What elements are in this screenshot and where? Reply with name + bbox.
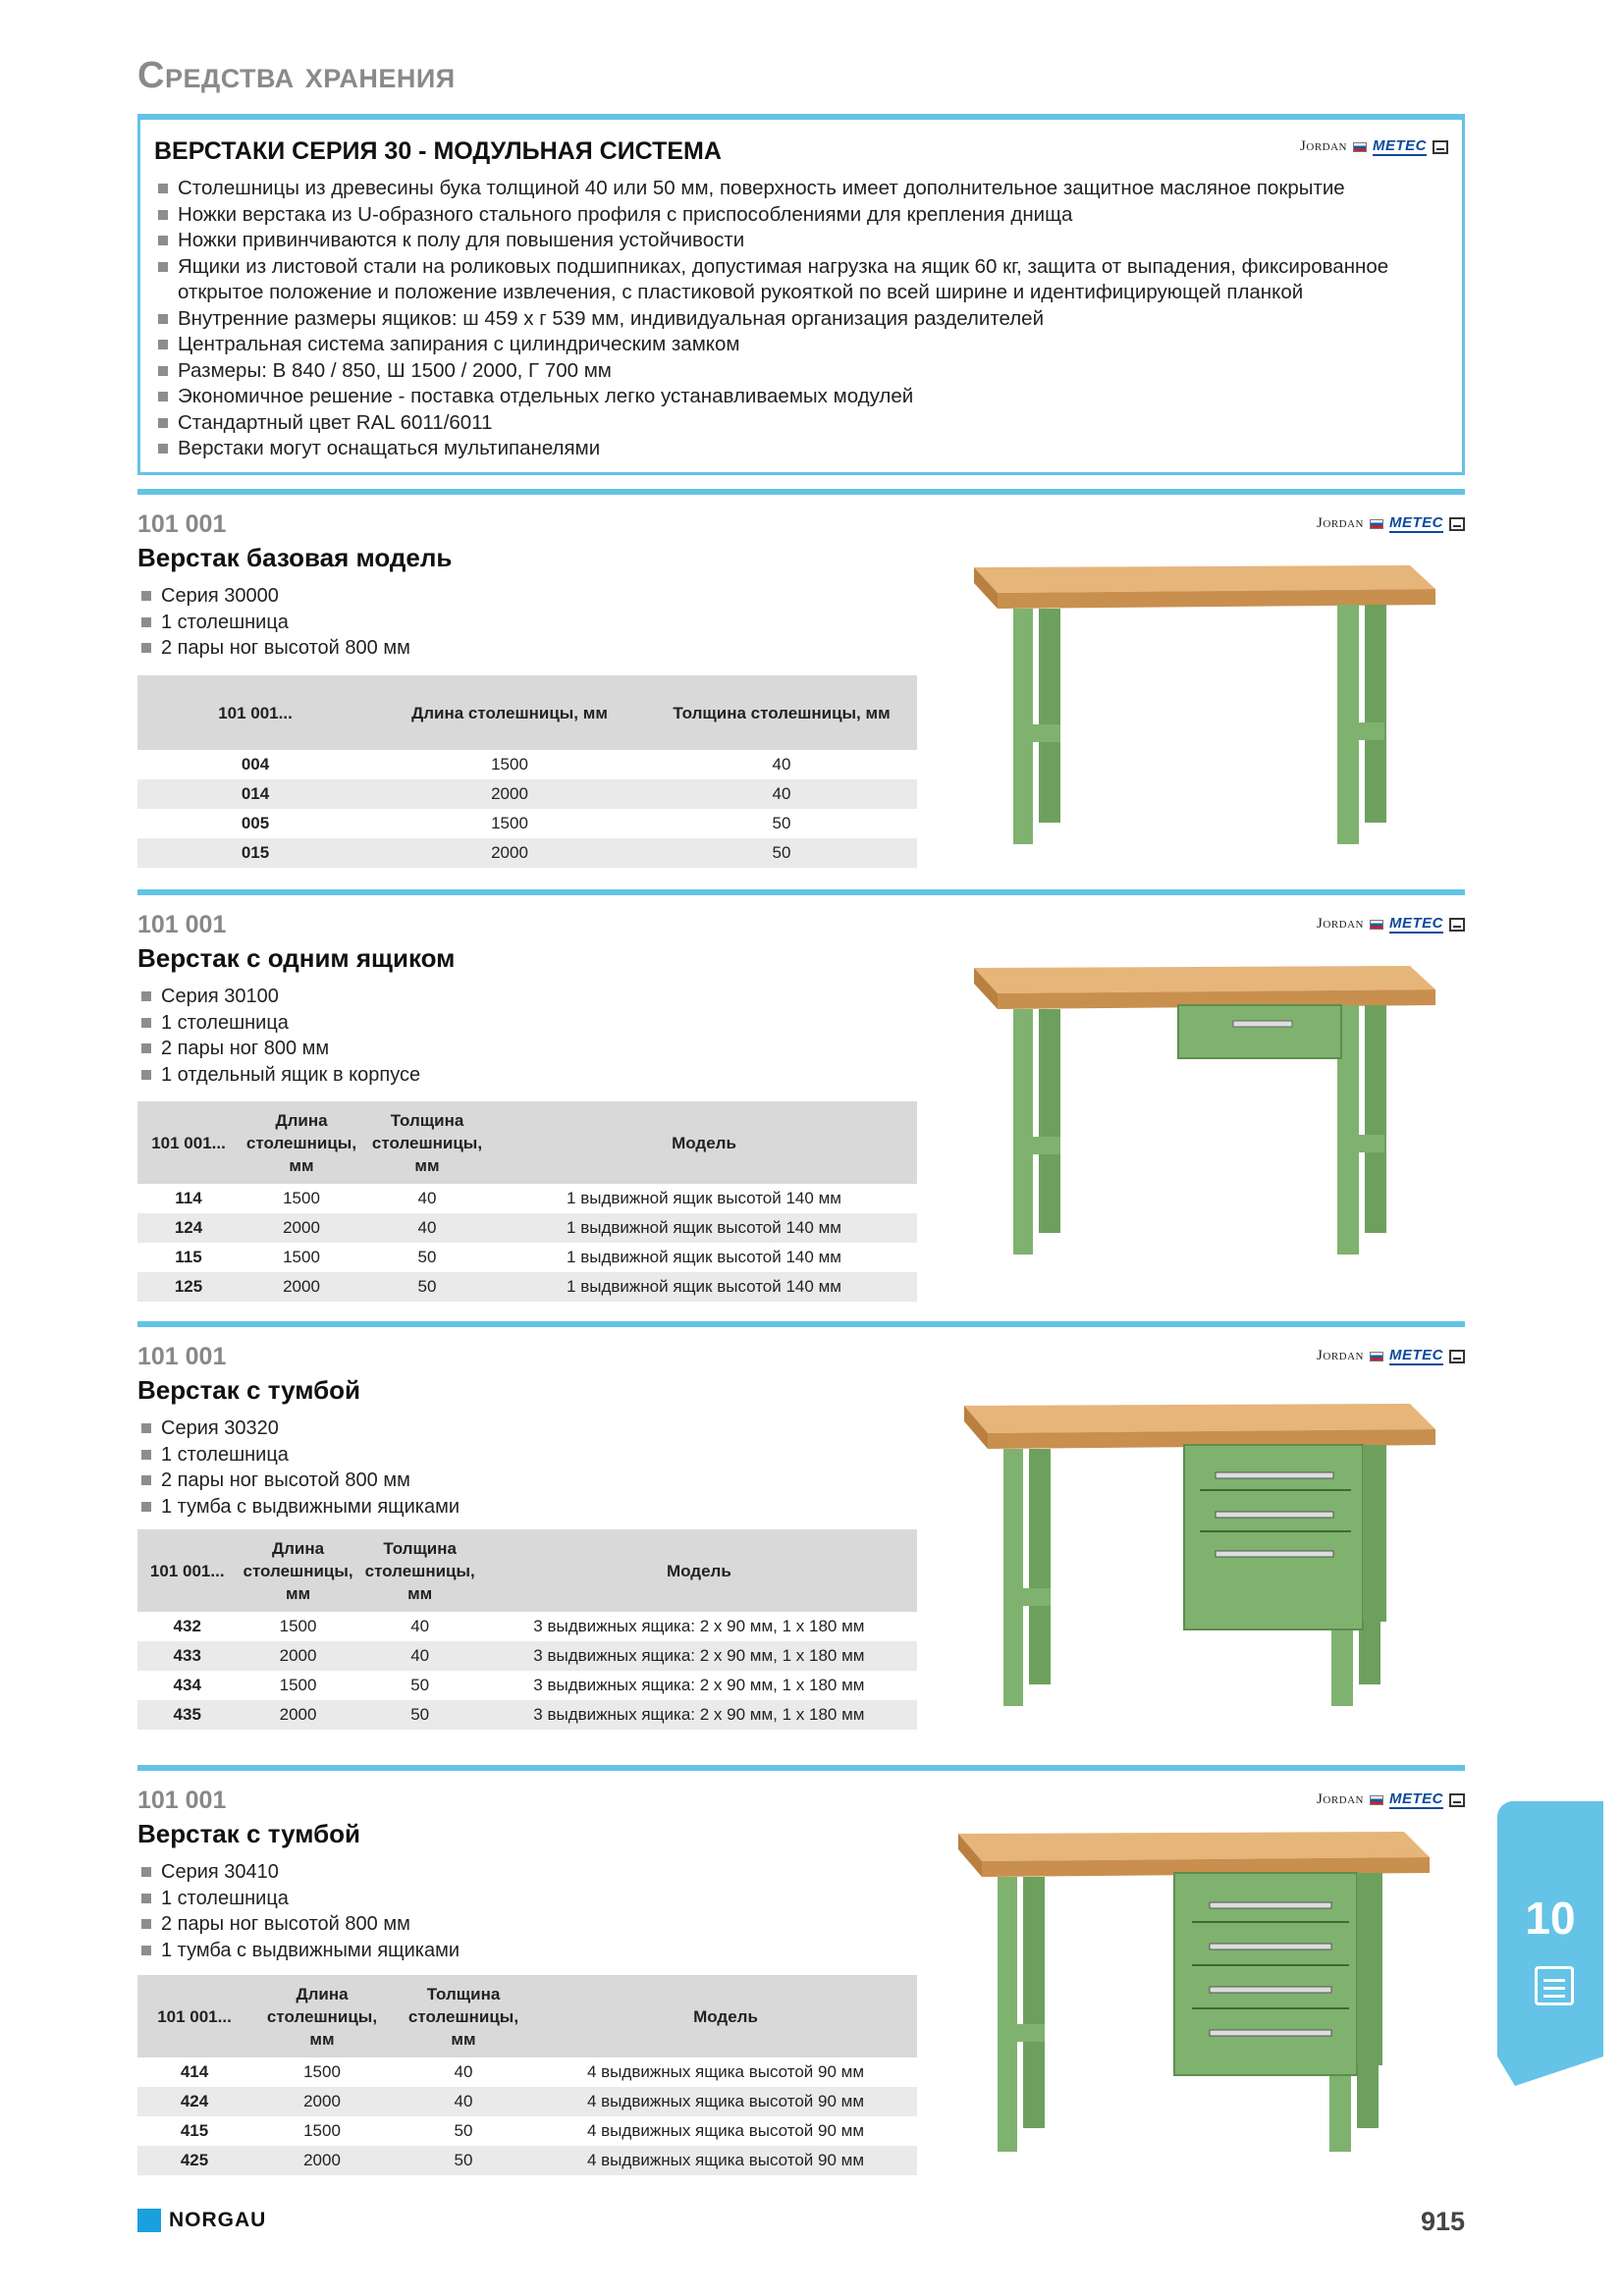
table-cell: 40 [359, 1641, 481, 1671]
chapter-number: 10 [1525, 1893, 1576, 1944]
table-row [137, 838, 917, 868]
product-name: Верстак с тумбой [137, 1375, 361, 1405]
product-bullet: Серия 30410 [137, 1859, 1465, 1886]
flag-icon [1370, 920, 1383, 930]
section-separator [137, 1765, 1465, 1771]
table-header: 101 001... [137, 1975, 251, 2057]
table-cell: 434 [173, 1676, 201, 1694]
catalog-icon [1449, 517, 1465, 531]
workbench-icon [968, 950, 1459, 1274]
table-cell: 432 [173, 1617, 201, 1635]
brand-logos [1317, 514, 1465, 533]
product-code: 101 001 [137, 1343, 227, 1370]
table-cell: 415 [180, 2121, 209, 2140]
product-bullet: 1 столешница [137, 1010, 1465, 1037]
product-name: Верстак базовая модель [137, 543, 453, 572]
table-cell: 1500 [279, 1676, 317, 1694]
product-bullet: Серия 30000 [137, 583, 1465, 610]
table-cell: 50 [646, 838, 917, 868]
table-cell: 433 [137, 1641, 237, 1671]
intro-box [137, 114, 1465, 475]
table-row [137, 2116, 917, 2146]
table-cell: 40 [410, 1617, 430, 1635]
table-header: Длина столешницы, мм [240, 1101, 363, 1184]
table-header: Модель [534, 1975, 917, 2057]
footer-logo [137, 2209, 266, 2232]
table-cell: 50 [393, 2146, 534, 2175]
table-cell: 435 [137, 1700, 237, 1730]
table-cell: 1 выдвижной ящик высотой 140 мм [491, 1272, 917, 1302]
product-bullet: 2 пары ног высотой 800 мм [137, 1911, 1465, 1938]
table-row [137, 750, 917, 779]
table-row [137, 1213, 917, 1243]
table-row [137, 1272, 917, 1302]
metec-logo-icon: METEC [1389, 1790, 1443, 1807]
table-cell: 2000 [237, 1700, 358, 1730]
table-header: Длина столешницы, мм [251, 1975, 393, 2057]
table-cell: 1 выдвижной ящик высотой 140 мм [567, 1248, 841, 1266]
table-header: 101 001... [137, 1101, 240, 1184]
flag-icon [1370, 519, 1383, 529]
table-cell: 005 [241, 814, 270, 832]
catalog-icon [1449, 1793, 1465, 1807]
table-header: Длина столешницы, мм [237, 1529, 358, 1612]
intro-bullet: Центральная система запирания с цилиндрическим замком [154, 332, 1442, 358]
intro-bullet: Ножки верстака из U-образного стального профиля с приспособлениями для крепления днища [154, 202, 1442, 229]
intro-bullet: Верстаки могут оснащаться мультипанелями [154, 436, 1442, 462]
table-header: Толщина столешницы, мм [646, 675, 917, 750]
table-cell: 4 выдвижных ящика высотой 90 мм [534, 2146, 917, 2175]
table-row [137, 1641, 917, 1671]
product-code: 101 001 [137, 911, 227, 938]
catalog-icon [1449, 1350, 1465, 1363]
footer-brand: NORGAU [169, 2209, 267, 2231]
workbench-icon [958, 1402, 1459, 1735]
flag-icon [1370, 1795, 1383, 1805]
table-cell: 1500 [283, 1189, 320, 1207]
norgau-logo-icon [137, 2209, 161, 2232]
table-cell: 125 [137, 1272, 240, 1302]
table-row [137, 2057, 917, 2087]
section-separator [137, 889, 1465, 895]
jordan-logo-icon: Jordan [1317, 515, 1364, 531]
table-cell: 2000 [373, 779, 646, 809]
metec-logo-icon: METEC [1389, 915, 1443, 932]
table-cell: 004 [241, 755, 270, 774]
table-cell: 4 выдвижных ящика высотой 90 мм [586, 2062, 865, 2081]
workbench-icon [952, 1828, 1453, 2171]
table-row [137, 779, 917, 809]
jordan-logo-icon: Jordan [1300, 138, 1347, 154]
page-title: Средства хранения [137, 55, 456, 96]
intro-bullet: Экономичное решение - поставка отдельных легко устанавливаемых модулей [154, 384, 1442, 410]
table-header: Модель [491, 1101, 917, 1184]
table-cell: 50 [410, 1676, 430, 1694]
table-cell: 4 выдвижных ящика высотой 90 мм [586, 2121, 865, 2140]
table-cell: 1500 [491, 755, 528, 774]
metec-logo-icon: METEC [1373, 137, 1427, 154]
intro-bullet: Ножки привинчиваются к полу для повышения устойчивости [154, 228, 1442, 254]
product-code: 101 001 [137, 1787, 227, 1814]
product-section [137, 1343, 1465, 1755]
brand-logos [1317, 1790, 1465, 1809]
intro-bullets [154, 176, 1442, 462]
table-row [137, 1243, 917, 1272]
table-cell: 40 [393, 2087, 534, 2116]
table-cell: 4 выдвижных ящика высотой 90 мм [534, 2087, 917, 2116]
catalog-icon [1449, 918, 1465, 932]
table-cell: 3 выдвижных ящика: 2 х 90 мм, 1 х 180 мм [533, 1676, 865, 1694]
table-cell: 50 [363, 1272, 491, 1302]
product-section [137, 911, 1465, 1304]
table-row [137, 2087, 917, 2116]
table-cell: 50 [454, 2121, 473, 2140]
table-cell: 1 выдвижной ящик высотой 140 мм [491, 1213, 917, 1243]
table-cell: 2000 [251, 2087, 393, 2116]
table-cell: 425 [137, 2146, 251, 2175]
product-name: Верстак с тумбой [137, 1819, 361, 1848]
catalog-icon [1535, 1966, 1574, 2005]
product-bullet: 1 столешница [137, 1886, 1465, 1912]
product-bullet: 1 тумба с выдвижными ящиками [137, 1938, 1465, 1964]
table-cell: 2000 [373, 838, 646, 868]
table-cell: 2000 [240, 1272, 363, 1302]
metec-logo-icon: METEC [1389, 514, 1443, 531]
product-bullet: 2 пары ног высотой 800 мм [137, 1468, 1465, 1494]
table-cell: 414 [180, 2062, 209, 2081]
page-number: 915 [1420, 2207, 1465, 2236]
table-cell: 3 выдвижных ящика: 2 х 90 мм, 1 х 180 мм [481, 1641, 917, 1671]
spec-table [137, 675, 917, 868]
table-cell: 3 выдвижных ящика: 2 х 90 мм, 1 х 180 мм [533, 1617, 865, 1635]
product-bullet: 1 столешница [137, 1442, 1465, 1468]
table-cell: 50 [359, 1700, 481, 1730]
table-cell: 1500 [303, 2121, 341, 2140]
intro-bullet: Ящики из листовой стали на роликовых подшипниках, допустимая нагрузка на ящик 60 кг, защита от выпадения, фиксированное открытое положение и положение извлечения, с пластиковой рукояткой по всей ширине и идентифицирующей планкой [154, 254, 1442, 306]
flag-icon [1353, 142, 1367, 152]
table-cell: 50 [417, 1248, 437, 1266]
table-row [137, 1700, 917, 1730]
jordan-logo-icon: Jordan [1317, 916, 1364, 932]
spec-table [137, 1101, 917, 1302]
table-cell: 3 выдвижных ящика: 2 х 90 мм, 1 х 180 мм [481, 1700, 917, 1730]
jordan-logo-icon: Jordan [1317, 1791, 1364, 1807]
table-header: 101 001... [137, 1529, 237, 1612]
intro-bullet: Стандартный цвет RAL 6011/6011 [154, 410, 1442, 437]
table-cell: 115 [175, 1248, 202, 1266]
product-bullet: 1 столешница [137, 610, 1465, 636]
table-cell: 1500 [279, 1617, 317, 1635]
table-cell: 014 [137, 779, 373, 809]
table-cell: 40 [772, 755, 791, 774]
table-cell: 114 [175, 1189, 202, 1207]
table-row [137, 1612, 917, 1641]
table-header: 101 001... [137, 675, 373, 750]
intro-bullet: Столешницы из древесины бука толщиной 40 или 50 мм, поверхность имеет дополнительное защитное масляное покрытие [154, 176, 1442, 202]
table-header: Длина столешницы, мм [373, 675, 646, 750]
table-header: Толщина столешницы, мм [359, 1529, 481, 1612]
flag-icon [1370, 1352, 1383, 1362]
spec-table [137, 1975, 917, 2175]
table-header: Модель [481, 1529, 917, 1612]
metec-logo-icon: METEC [1389, 1347, 1443, 1363]
product-code: 101 001 [137, 510, 227, 538]
table-row [137, 1671, 917, 1700]
table-cell: 424 [137, 2087, 251, 2116]
product-section [137, 510, 1465, 874]
table-cell: 124 [137, 1213, 240, 1243]
table-row [137, 809, 917, 838]
table-cell: 40 [363, 1213, 491, 1243]
intro-bullet: Внутренние размеры ящиков: ш 459 x г 539 мм, индивидуальная организация разделителей [154, 306, 1442, 333]
jordan-logo-icon: Jordan [1317, 1348, 1364, 1363]
section-separator [137, 1321, 1465, 1327]
table-cell: 2000 [251, 2146, 393, 2175]
table-cell: 40 [417, 1189, 437, 1207]
product-bullet: 2 пары ног высотой 800 мм [137, 635, 1465, 662]
table-cell: 40 [454, 2062, 473, 2081]
table-cell: 1 выдвижной ящик высотой 140 мм [567, 1189, 841, 1207]
table-cell: 1500 [491, 814, 528, 832]
chapter-tab [1497, 1801, 1603, 2056]
workbench-icon [968, 550, 1459, 854]
intro-title: ВЕРСТАКИ СЕРИЯ 30 - МОДУЛЬНАЯ СИСТЕМА [154, 137, 722, 165]
product-section [137, 1787, 1465, 2199]
section-separator [137, 489, 1465, 495]
brand-logos [1317, 915, 1465, 934]
table-cell: 1500 [283, 1248, 320, 1266]
brand-logos [1317, 1347, 1465, 1365]
table-header: Толщина столешницы, мм [393, 1975, 534, 2057]
intro-bullet: Размеры: В 840 / 850, Ш 1500 / 2000, Г 700 мм [154, 358, 1442, 385]
spec-table [137, 1529, 917, 1730]
table-cell: 2000 [240, 1213, 363, 1243]
table-cell: 50 [772, 814, 791, 832]
catalog-icon [1433, 140, 1448, 154]
product-bullet: 2 пары ног 800 мм [137, 1036, 1465, 1062]
table-row [137, 2146, 917, 2175]
product-bullet: Серия 30100 [137, 984, 1465, 1010]
product-bullet: 1 отдельный ящик в корпусе [137, 1062, 1465, 1089]
table-row [137, 1184, 917, 1213]
table-cell: 015 [137, 838, 373, 868]
table-header: Толщина столешницы, мм [363, 1101, 491, 1184]
brand-logos [1300, 137, 1448, 156]
table-cell: 40 [646, 779, 917, 809]
product-name: Верстак с одним ящиком [137, 943, 456, 973]
product-bullet: 1 тумба с выдвижными ящиками [137, 1494, 1465, 1521]
table-cell: 2000 [237, 1641, 358, 1671]
table-cell: 1500 [303, 2062, 341, 2081]
product-bullet: Серия 30320 [137, 1415, 1465, 1442]
